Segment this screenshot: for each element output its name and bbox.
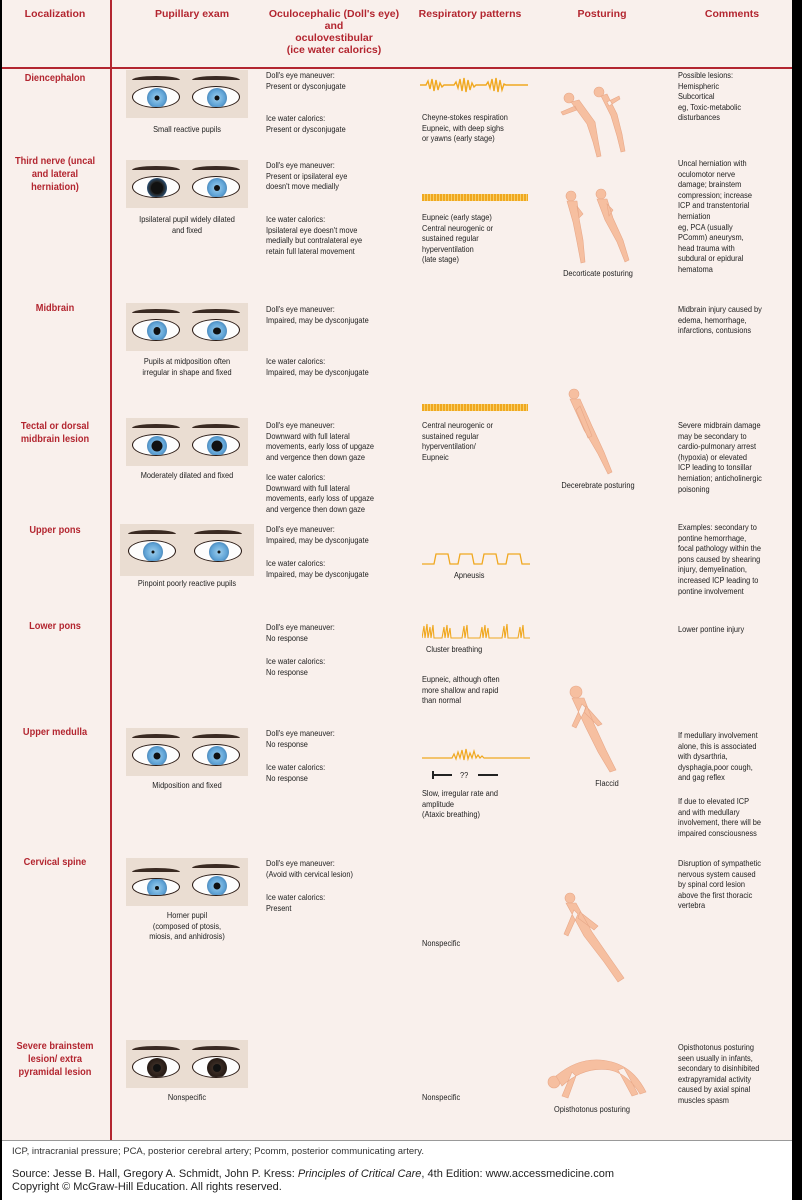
posture-upper-medulla: Flaccid — [595, 778, 619, 788]
comments-cervical-spine: Disruption of sympathetic nervous system caused by spinal cord lesion above the first thoracic vertebra — [678, 858, 761, 911]
ice-lower-pons: Ice water calorics: No response — [266, 656, 326, 677]
ice-upper-medulla: Ice water calorics: No response — [266, 762, 326, 783]
abbreviation-footnote: ICP, intracranial pressure; PCA, posterior cerebral artery; Pcomm, posterior communicating artery. — [12, 1146, 424, 1157]
pupil-tectal: Moderately dilated and fixed — [140, 470, 234, 480]
loc-midbrain: Midbrain — [35, 302, 75, 314]
footer-divider — [2, 1140, 792, 1141]
header-oculocephalic: Oculocephalic (Doll's eye) and oculovestibular (ice water calorics) — [268, 8, 400, 56]
pupil-midbrain: Pupils at midposition often irregular in shape and fixed — [142, 356, 232, 377]
resp-severe-brainstem: Nonspecific — [422, 1092, 461, 1102]
comments-midbrain: Midbrain injury caused by edema, hemorrhage, infarctions, contusions — [678, 304, 762, 336]
ice-cervical-spine: Ice water calorics: Present — [266, 892, 326, 913]
column-divider — [110, 0, 112, 1140]
loc-upper-pons: Upper pons — [29, 524, 81, 536]
decerebrate-posture-figure — [558, 386, 628, 476]
comments-tectal: Severe midbrain damage may be secondary to cardio-pulmonary arrest (hypoxia) or elevated ICP leading to tonsillar herniation; anticholinergic poisoning — [678, 420, 762, 494]
posture-tectal: Decerebrate posturing — [561, 480, 635, 490]
resp-tectal: Central neurogenic or sustained regular hyperventilation/ Eupneic — [422, 420, 494, 462]
source-citation — [12, 1168, 614, 1180]
source-prefix: Source: Jesse B. Hall, Gregory A. Schmidt, John P. Kress: — [12, 1168, 298, 1180]
comments-upper-pons: Examples: secondary to pontine hemorrhage, focal pathology within the pons caused by shearing injury, demyelination, increased ICP leading to pontine involvement — [678, 522, 762, 596]
apneusis-wave — [422, 550, 530, 568]
cervical-posture-figure — [558, 888, 638, 984]
comments-lower-pons: Lower pontine injury — [678, 624, 745, 634]
resp-cervical-spine: Nonspecific — [422, 938, 461, 948]
loc-lower-pons: Lower pons — [29, 620, 81, 632]
loc-third-nerve: Third nerve (uncal and lateral herniation) — [14, 155, 96, 193]
dolls-upper-medulla: Doll's eye maneuver: No response — [266, 728, 335, 749]
comments-upper-medulla: If medullary involvement alone, this is associated with dysarthria, dysphagia,poor cough, and gag reflex — [678, 730, 758, 783]
dolls-upper-pons: Doll's eye maneuver: Impaired, may be dysconjugate — [266, 524, 369, 545]
eyes-tectal — [126, 418, 248, 466]
comments-diencephalon: Possible lesions: Hemispheric Subcortical eg, Toxic-metabolic disturbances — [678, 70, 742, 123]
eyes-cervical-spine — [126, 858, 248, 906]
dolls-cervical-spine: Doll's eye maneuver: (Avoid with cervical lesion) — [266, 858, 353, 879]
dolls-diencephalon: Doll's eye maneuver: Present or dysconjugate — [266, 70, 346, 91]
eyes-midbrain — [126, 303, 248, 351]
header-pupillary-exam: Pupillary exam — [154, 8, 230, 20]
ice-third-nerve: Ice water calorics: Ipsilateral eye doesn't move medially but contralateral eye retain full lateral movement — [266, 214, 363, 256]
pupil-upper-medulla: Midposition and fixed — [152, 780, 222, 790]
ice-upper-pons: Ice water calorics: Impaired, may be dysconjugate — [266, 558, 369, 579]
opisthotonus-posture-figure — [542, 1052, 652, 1102]
resp-upper-medulla: Slow, irregular rate and amplitude (Ataxic breathing) — [422, 788, 499, 820]
loc-cervical-spine: Cervical spine — [23, 856, 87, 868]
loc-upper-medulla: Upper medulla — [22, 726, 88, 738]
comments-severe-brainstem: Opisthotonus posturing seen usually in infants, secondary to disinhibited extrapyramidal activity caused by axial spinal muscles spasm — [678, 1042, 760, 1105]
ataxic-interval-label: ?? — [460, 770, 469, 780]
posture-severe-brainstem: Opisthotonus posturing — [553, 1104, 631, 1114]
header-localization: Localization — [24, 8, 86, 20]
hyperventilation-wave — [422, 194, 528, 201]
resp-lower-pons-2: Eupneic, although often more shallow and rapid than normal — [422, 674, 500, 706]
hyperventilation-wave-2 — [422, 404, 528, 411]
header-posturing: Posturing — [577, 8, 627, 20]
eyes-upper-medulla — [126, 728, 248, 776]
eyes-diencephalon — [126, 70, 248, 118]
loc-severe-brainstem: Severe brainstem lesion/ extra pyramidal lesion — [16, 1040, 94, 1078]
cluster-breathing-wave — [422, 622, 530, 640]
resp-lower-pons: Cluster breathing — [426, 644, 483, 654]
eyes-third-nerve — [126, 160, 248, 208]
comments-upper-medulla-2: If due to elevated ICP and with medullary involvement, there will be impaired consciousness — [678, 796, 761, 838]
loc-tectal: Tectal or dorsal midbrain lesion — [20, 420, 90, 445]
posture-third-nerve: Decorticate posturing — [563, 268, 633, 278]
diencephalon-posture-figure — [557, 82, 637, 162]
resp-diencephalon: Cheyne-stokes respiration Eupneic, with deep sighs or yawns (early stage) — [422, 112, 508, 144]
pupil-severe-brainstem: Nonspecific — [167, 1092, 207, 1102]
dolls-third-nerve: Doll's eye maneuver: Present or ipsilateral eye doesn't move medially — [266, 160, 348, 192]
dolls-tectal: Doll's eye maneuver: Downward with full lateral movements, early loss of upgaze and vergence then down gaze — [266, 420, 375, 462]
ataxic-interval-marker — [432, 770, 498, 780]
flaccid-posture-figure — [562, 684, 632, 774]
decorticate-posture-figure — [557, 188, 637, 268]
copyright: Copyright © McGraw-Hill Education. All rights reserved. — [12, 1181, 282, 1193]
source-suffix: , 4th Edition: www.accessmedicine.com — [421, 1168, 614, 1180]
ataxic-breathing-wave — [422, 746, 530, 764]
resp-upper-pons: Apneusis — [454, 570, 485, 580]
header-respiratory: Respiratory patterns — [418, 8, 522, 20]
pupil-cervical-spine: Horner pupil (composed of ptosis, miosis, and anhidrosis) — [149, 910, 225, 942]
ice-tectal: Ice water calorics: Downward with full lateral movements, early loss of upgaze and vergence then down gaze — [266, 472, 375, 514]
ice-midbrain: Ice water calorics: Impaired, may be dysconjugate — [266, 356, 369, 377]
dolls-midbrain: Doll's eye maneuver: Impaired, may be dysconjugate — [266, 304, 369, 325]
source-title: Principles of Critical Care — [297, 1168, 422, 1180]
dolls-lower-pons: Doll's eye maneuver: No response — [266, 622, 335, 643]
resp-third-nerve: Eupneic (early stage) Central neurogenic or sustained regular hyperventilation (late stage) — [422, 212, 494, 265]
eyes-severe-brainstem — [126, 1040, 248, 1088]
header-divider — [2, 67, 792, 69]
eyes-upper-pons — [120, 524, 254, 576]
comments-third-nerve: Uncal herniation with oculomotor nerve damage; brainstem compression; increase ICP and transtentorial herniation eg, PCA (usually PComm) aneurysm, head trauma with subdural or epidural hematoma — [678, 158, 752, 274]
ice-diencephalon: Ice water calorics: Present or dysconjugate — [266, 113, 346, 134]
pupil-diencephalon: Small reactive pupils — [153, 124, 221, 134]
page — [2, 0, 792, 1200]
header-comments: Comments — [704, 8, 760, 20]
cheyne-stokes-wave — [420, 76, 528, 94]
neuro-localization-table — [2, 0, 792, 1140]
pupil-third-nerve: Ipsilateral pupil widely dilated and fixed — [139, 214, 235, 235]
loc-diencephalon: Diencephalon — [24, 72, 86, 84]
pupil-upper-pons: Pinpoint poorly reactive pupils — [137, 578, 237, 588]
